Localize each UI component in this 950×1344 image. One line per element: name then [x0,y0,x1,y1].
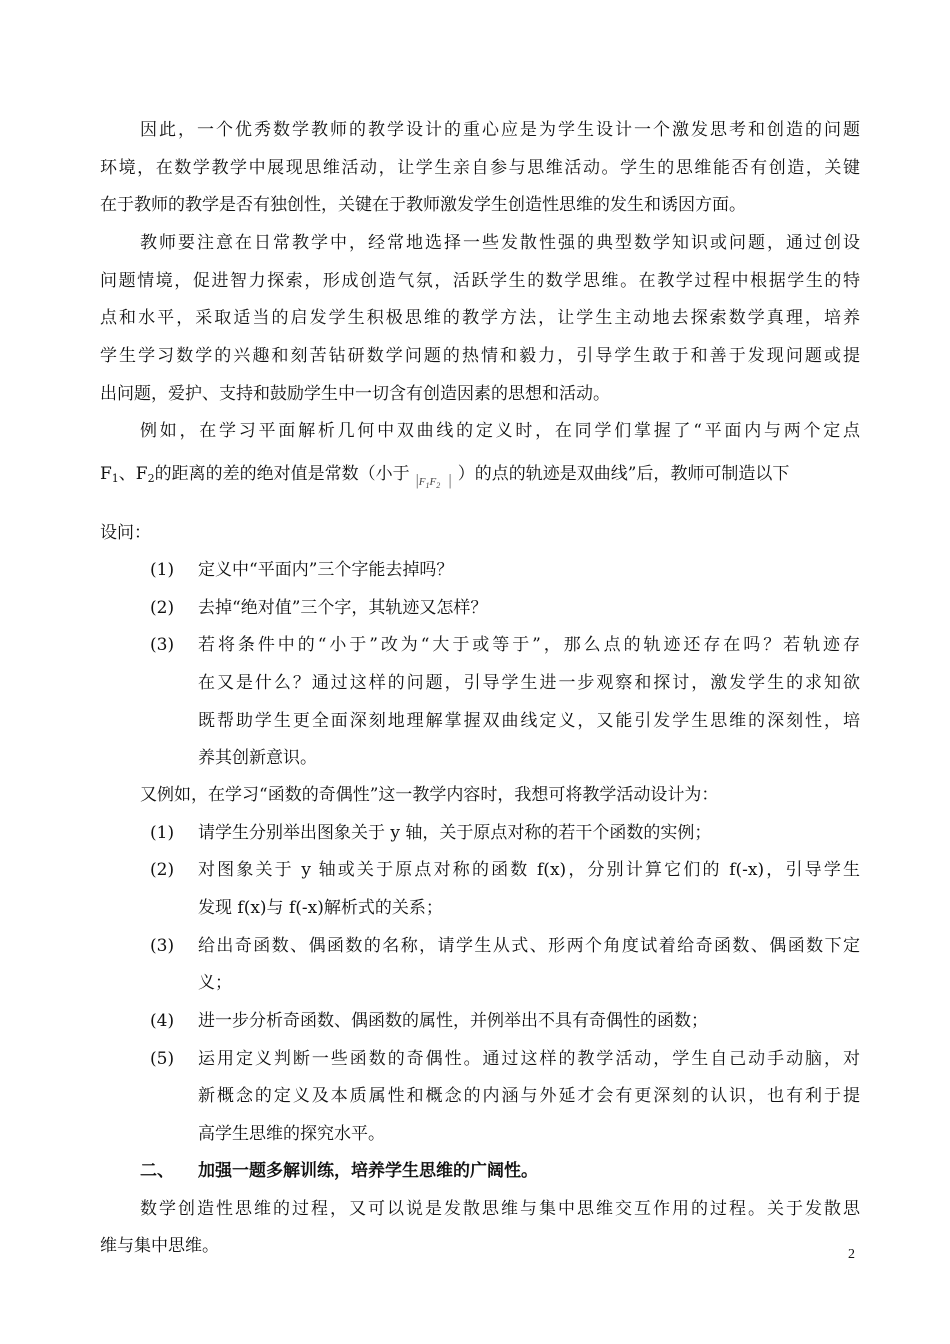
abs-bar-left: | [415,472,419,489]
list-item-text: 养其创新意识。 [198,748,317,768]
list-item-text: 义； [198,973,232,993]
list-item-number: (2) [150,598,175,618]
formula-f2: F [429,476,437,488]
section-number: 二、 [140,1161,174,1181]
list-item-text: 定义中“平面内”三个字能去掉吗？ [198,560,454,580]
list-item-number: (1) [150,823,175,843]
list-item-text: 运用定义判断一些函数的奇偶性。通过这样的教学活动，学生自己动手动脑，对 [198,1049,860,1069]
paragraph-line: 因此，一个优秀数学教师的教学设计的重心应是为学生设计一个激发思考和创造的问题 [140,120,860,140]
text-run: ）的点的轨迹是双曲线”后，教师可制造以下 [457,464,790,484]
paragraph-line: 教师要注意在日常教学中，经常地选择一些发散性强的典型数学知识或问题，通过创设 [140,233,860,253]
list-item-text: 新概念的定义及本质属性和概念的内涵与外延才会有更深刻的认识，也有利于提 [198,1086,860,1106]
list-item-number: (1) [150,560,175,580]
list-item-text: 既帮助学生更全面深刻地理解掌握双曲线定义，又能引发学生思维的深刻性，培 [198,711,860,731]
page-number: 2 [848,1247,855,1262]
subscript: 1 [111,472,119,485]
paragraph-line-with-formula [100,462,860,491]
list-item-text: 高学生思维的探究水平。 [198,1124,385,1144]
list-item-text: 进一步分析奇函数、偶函数的属性，并例举出不具有奇偶性的函数； [198,1011,708,1031]
paragraph-line: 例如，在学习平面解析几何中双曲线的定义时，在同学们掌握了“平面内与两个定点 [140,421,860,441]
list-item-text: 若将条件中的“小于”改为“大于或等于”，那么点的轨迹还存在吗？若轨迹存 [198,635,860,655]
abs-bar-right: | [448,472,452,489]
paragraph-line: 数学创造性思维的过程，又可以说是发散思维与集中思维交互作用的过程。关于发散思 [140,1199,860,1219]
list-item-number: (5) [150,1049,175,1069]
subscript: 2 [147,472,155,485]
list-item-text: 在又是什么？通过这样的问题，引导学生进一步观察和探讨，激发学生的求知欲 [198,673,860,693]
formula-f1: F [418,476,426,488]
list-item-text: 发现 f(x)与 f(-x)解析式的关系； [198,898,443,918]
paragraph-line: 出问题，爱护、支持和鼓励学生中一切含有创造因素的思想和活动。 [100,384,610,404]
list-item-number: (2) [150,860,175,880]
section-heading: 加强一题多解训练，培养学生思维的广阔性。 [198,1161,538,1181]
paragraph-line: 维与集中思维。 [100,1236,219,1256]
text-run: 、F [118,464,148,484]
list-item-text: 去掉“绝对值”三个字，其轨迹又怎样？ [198,598,488,618]
list-item-number: (4) [150,1011,175,1031]
paragraph-line: 问题情境，促进智力探索，形成创造气氛，活跃学生的数学思维。在教学过程中根据学生的特 [100,271,860,291]
paragraph-line: 学生学习数学的兴趣和刻苦钻研数学问题的热情和毅力，引导学生敢于和善于发现问题或提 [100,346,860,366]
text-run: F [100,464,112,484]
list-item-text: 请学生分别举出图象关于 y 轴，关于原点对称的若干个函数的实例； [198,823,712,843]
text-run: 的距离的差的绝对值是常数（小于 [154,464,410,484]
paragraph-line: 点和水平，采取适当的启发学生积极思维的教学方法，让学生主动地去探索数学真理，培养 [100,308,860,328]
list-item-text: 给出奇函数、偶函数的名称，请学生从式、形两个角度试着给奇函数、偶函数下定 [198,936,860,956]
formula-f2-sub: 2 [436,481,441,491]
paragraph-line: 设问： [100,523,151,543]
formula-f1f2 [412,469,456,498]
paragraph-line: 在于教师的教学是否有独创性，关键在于教师激发学生创造性思维的发生和诱因方面。 [100,195,746,215]
formula-f1-sub: 1 [425,481,430,491]
list-item-text: 对图象关于 y 轴或关于原点对称的函数 f(x)，分别计算它们的 f(-x)，引导学生 [198,860,860,880]
paragraph-line: 环境，在数学教学中展现思维活动，让学生亲自参与思维活动。学生的思维能否有创造，关键 [100,158,860,178]
list-item-number: (3) [150,936,175,956]
list-item-number: (3) [150,635,175,655]
paragraph-line: 又例如，在学习“函数的奇偶性”这一教学内容时，我想可将教学活动设计为： [140,785,719,805]
